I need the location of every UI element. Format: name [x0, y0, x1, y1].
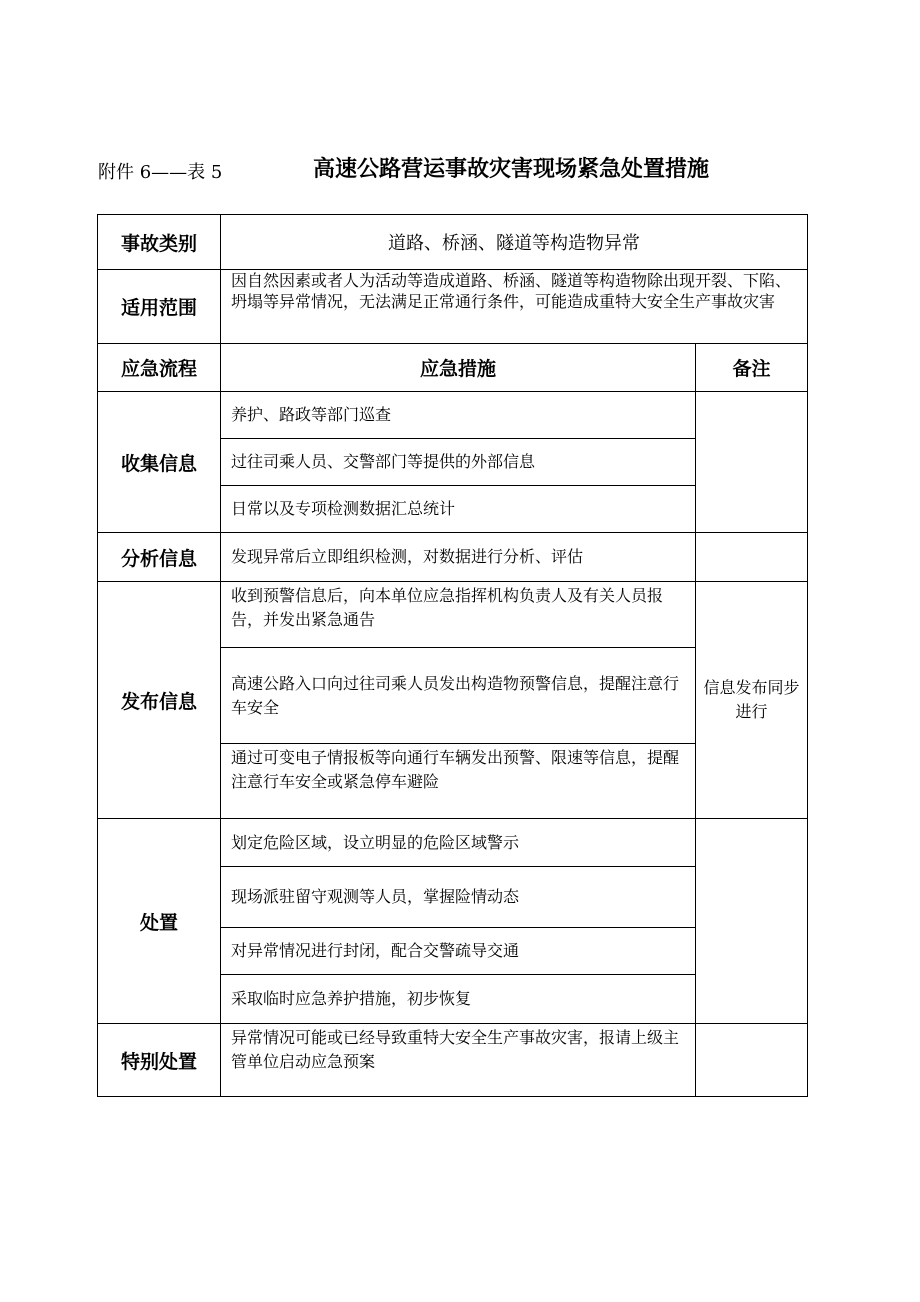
table-row [98, 392, 808, 439]
remark-cell [696, 533, 808, 582]
scope-label: 适用范围 [98, 270, 221, 344]
measure-item: 收到预警信息后，向本单位应急指挥机构负责人及有关人员报告，并发出紧急通告 [221, 582, 696, 648]
process-publish-info: 发布信息 [98, 582, 221, 819]
scope-value: 因自然因素或者人为活动等造成道路、桥涵、隧道等构造物除出现开裂、下陷、坍塌等异常情况，无法满足正常通行条件，可能造成重特大安全生产事故灾害 [221, 270, 808, 344]
process-collect-info: 收集信息 [98, 392, 221, 533]
header-remark: 备注 [696, 344, 808, 392]
page-title: 高速公路营运事故灾害现场紧急处置措施 [313, 157, 710, 182]
table-row [98, 215, 808, 270]
measure-item: 发现异常后立即组织检测，对数据进行分析、评估 [221, 533, 696, 582]
document-header [98, 152, 808, 188]
category-value: 道路、桥涵、隧道等构造物异常 [221, 215, 808, 270]
process-special-handle: 特别处置 [98, 1024, 221, 1097]
process-analyze-info: 分析信息 [98, 533, 221, 582]
table-row [98, 819, 808, 867]
table-row [98, 582, 808, 648]
measure-item: 日常以及专项检测数据汇总统计 [221, 486, 696, 533]
measure-item: 采取临时应急养护措施，初步恢复 [221, 975, 696, 1024]
measure-item: 划定危险区域，设立明显的危险区域警示 [221, 819, 696, 867]
remark-cell [696, 1024, 808, 1097]
remark-cell [696, 819, 808, 1024]
measure-item: 对异常情况进行封闭，配合交警疏导交通 [221, 928, 696, 975]
header-measures: 应急措施 [221, 344, 696, 392]
emergency-measures-table [97, 214, 808, 1097]
remark-cell [696, 392, 808, 533]
table-row [98, 1024, 808, 1097]
category-label: 事故类别 [98, 215, 221, 270]
table-row [98, 533, 808, 582]
measure-item: 高速公路入口向过往司乘人员发出构造物预警信息，提醒注意行车安全 [221, 648, 696, 744]
attachment-label: 附件 6——表 5 [98, 162, 223, 183]
measure-item: 通过可变电子情报板等向通行车辆发出预警、限速等信息，提醒注意行车安全或紧急停车避险 [221, 744, 696, 819]
table-row [98, 270, 808, 344]
measure-item: 过往司乘人员、交警部门等提供的外部信息 [221, 439, 696, 486]
remark-sync-publish: 信息发布同步进行 [696, 582, 808, 819]
measure-item: 养护、路政等部门巡查 [221, 392, 696, 439]
process-handle: 处置 [98, 819, 221, 1024]
measure-item: 现场派驻留守观测等人员，掌握险情动态 [221, 867, 696, 928]
table-header-row [98, 344, 808, 392]
header-process: 应急流程 [98, 344, 221, 392]
measure-item: 异常情况可能或已经导致重特大安全生产事故灾害，报请上级主管单位启动应急预案 [221, 1024, 696, 1097]
